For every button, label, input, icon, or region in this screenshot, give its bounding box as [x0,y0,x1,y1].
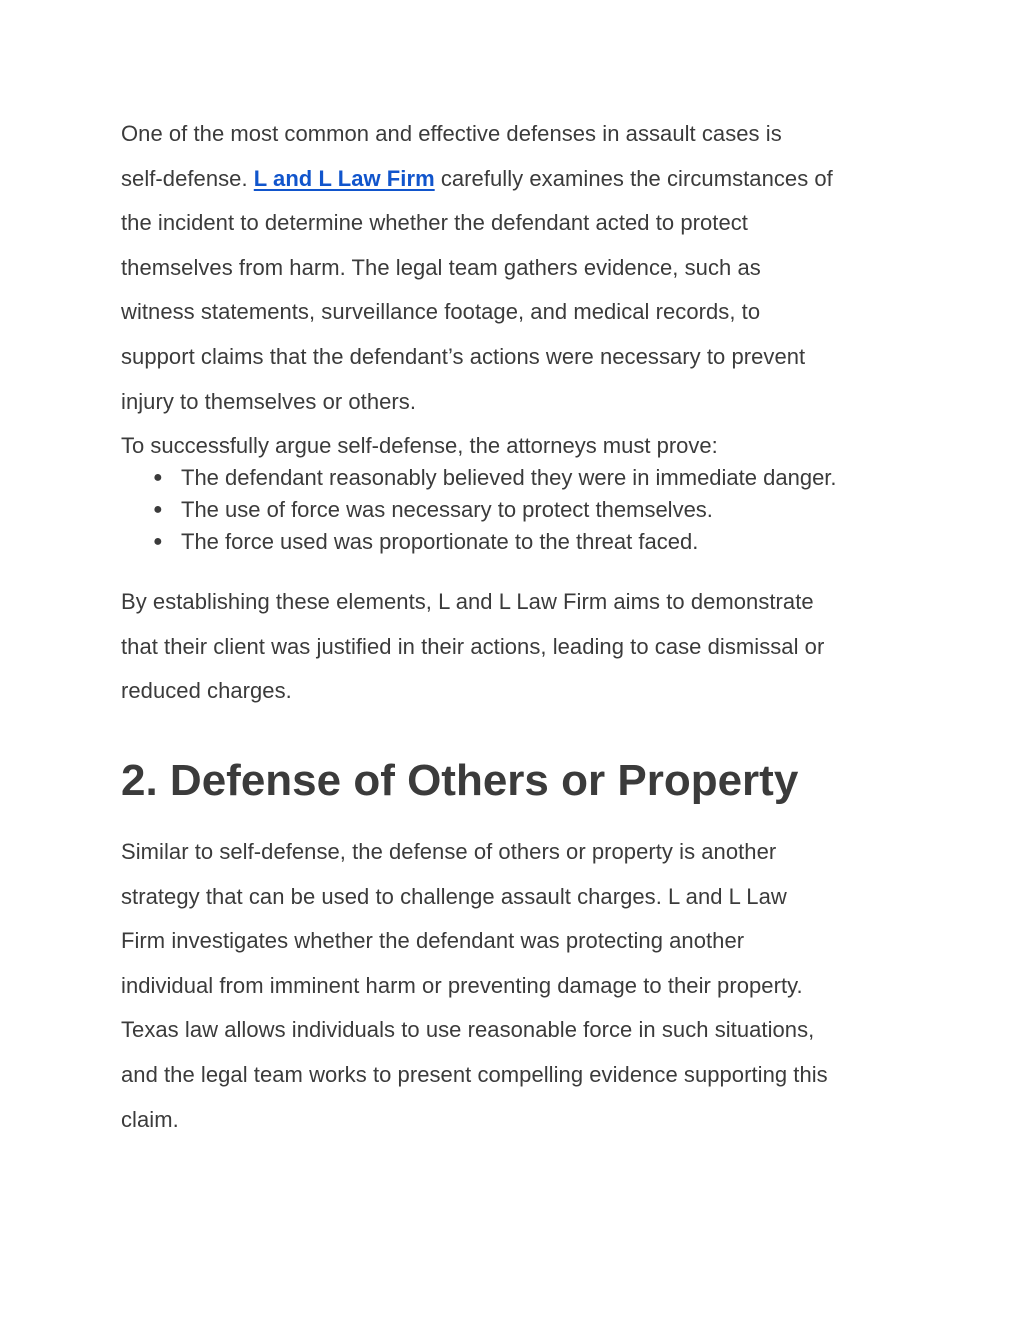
intro-line-5: witness statements, surveillance footage, and medical records, to [121,299,761,325]
intro-line-7: injury to themselves or others. [121,388,417,414]
list-item-text: The force used was proportionate to the threat faced. [181,529,699,555]
list-item [121,526,921,558]
bullet-icon: ● [153,501,163,519]
requirements-lead: To successfully argue self-defense, the attorneys must prove: [121,433,718,459]
list-item [121,462,921,494]
section-2-line-2: strategy that can be used to challenge assault charges. L and L Law [121,883,787,909]
intro-line-1: One of the most common and effective defenses in assault cases is [121,121,782,146]
bullet-icon: ● [153,469,163,487]
document-page [121,112,921,1142]
requirements-list [121,462,921,558]
section-2-line-3: Firm investigates whether the defendant was protecting another [121,928,745,954]
bullet-icon: ● [153,533,163,551]
section-2-line-6: and the legal team works to present compelling evidence supporting this [121,1061,828,1087]
section-2-heading: 2. Defense of Others or Property [121,755,799,805]
law-firm-link[interactable]: L and L Law Firm [253,165,435,191]
conclusion-line-3: reduced charges. [121,678,292,704]
intro-line-4: themselves from harm. The legal team gathers evidence, such as [121,254,761,280]
list-item-text: The use of force was necessary to protect themselves. [181,497,713,523]
conclusion-line-1: By establishing these elements, L and L Law Firm aims to demonstrate [121,589,814,615]
intro-paragraph [121,112,921,424]
section-2-line-7: claim. [121,1106,179,1132]
section-2-line-5: Texas law allows individuals to use reasonable force in such situations, [121,1017,815,1043]
intro-line-6: support claims that the defendant’s actions were necessary to prevent [121,343,806,369]
intro-line-2 [121,157,921,202]
conclusion-line-2: that their client was justified in their actions, leading to case dismissal or [121,633,825,659]
section-2-paragraph [121,830,921,1142]
conclusion-paragraph [121,580,921,714]
list-item-text: The defendant reasonably believed they were in immediate danger. [181,465,837,491]
list-item [121,494,921,526]
intro-line-3: the incident to determine whether the defendant acted to protect [121,210,748,236]
intro-line-2-after: carefully examines the circumstances of [434,165,833,191]
section-2-line-4: individual from imminent harm or preventing damage to their property. [121,972,803,998]
section-2-line-1: Similar to self-defense, the defense of others or property is another [121,838,777,864]
intro-line-2-before: self-defense. [121,165,254,191]
